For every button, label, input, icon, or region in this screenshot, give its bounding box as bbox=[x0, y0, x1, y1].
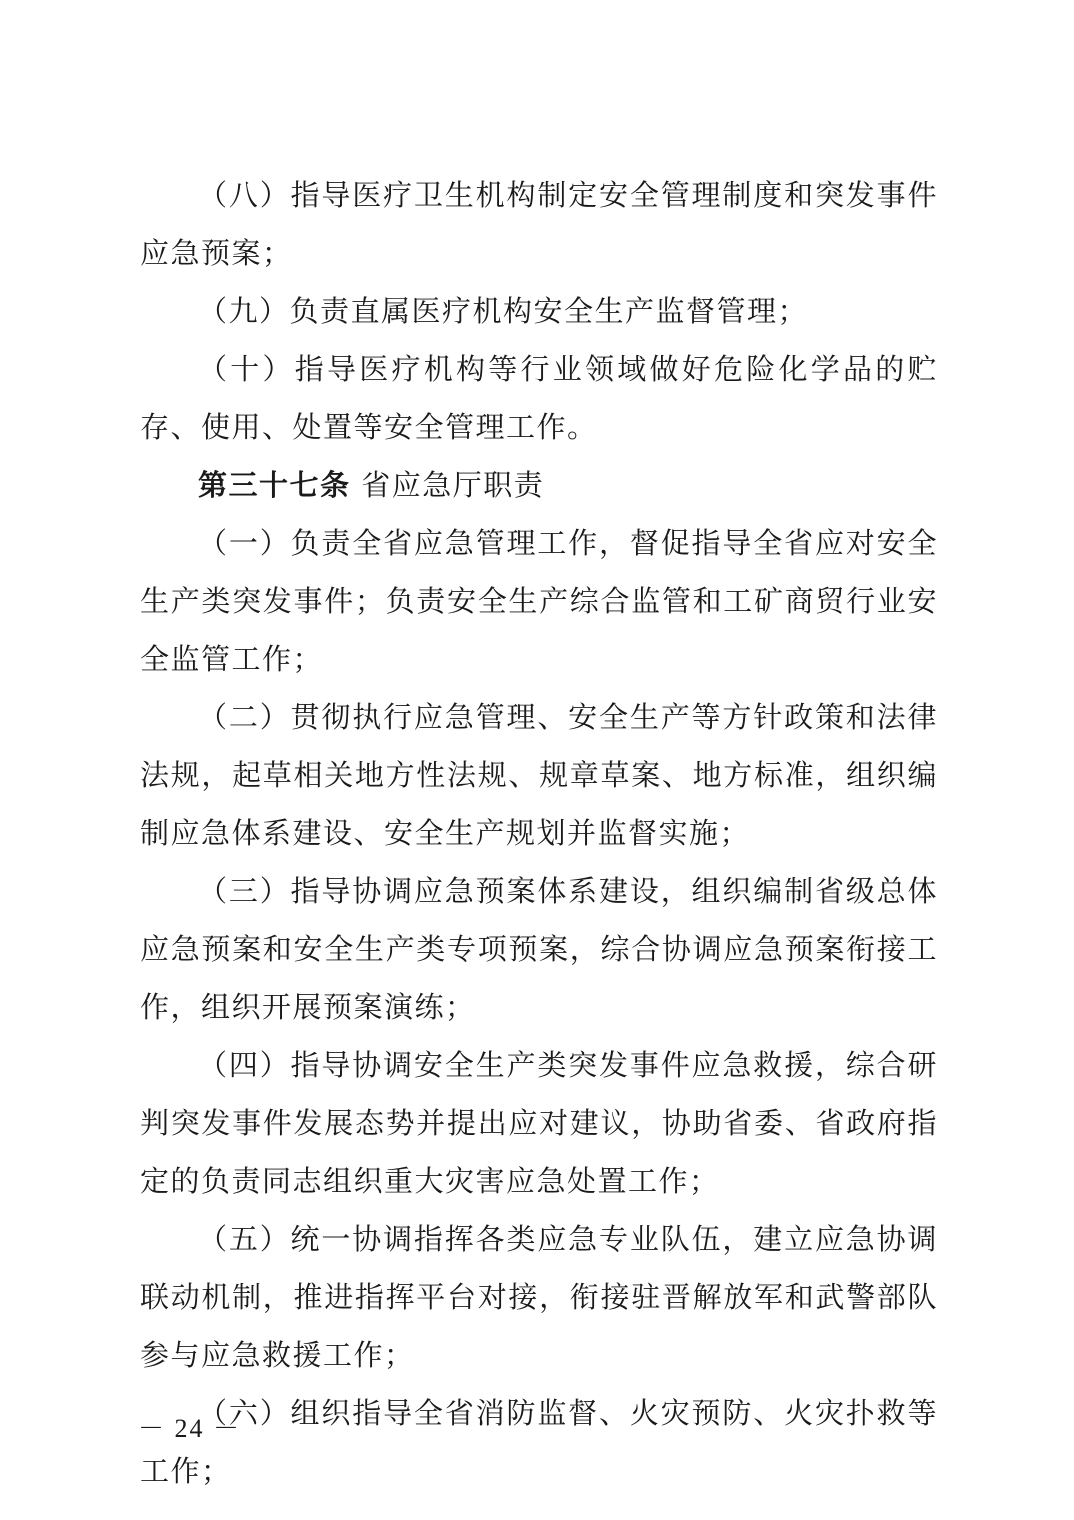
duty-item-5: （五）统一协调指挥各类应急专业队伍，建立应急协调联动机制，推进指挥平台对接，衔接驻晋解放军和武警部队参与应急救援工作； bbox=[140, 1222, 938, 1372]
duty-item-3: （三）指导协调应急预案体系建设，组织编制省级总体应急预案和安全生产类专项预案，综合协调应急预案衔接工作，组织开展预案演练； bbox=[140, 874, 938, 1024]
paragraph-item-8: （八）指导医疗卫生机构制定安全管理制度和突发事件应急预案； bbox=[140, 178, 938, 270]
page-number: － 24 － bbox=[138, 1414, 242, 1443]
duty-item-2: （二）贯彻执行应急管理、安全生产等方针政策和法律法规，起草相关地方性法规、规章草案、地方标准，组织编制应急体系建设、安全生产规划并监督实施； bbox=[140, 700, 938, 850]
duty-item-6: （六）组织指导全省消防监督、火灾预防、火灾扑救等工作； bbox=[140, 1396, 938, 1488]
paragraph-item-9: （九）负责直属医疗机构安全生产监督管理； bbox=[198, 294, 809, 328]
article-title: 省应急厅职责 bbox=[361, 468, 545, 502]
document-body bbox=[140, 166, 938, 1500]
paragraph-item-10: （十）指导医疗机构等行业领域做好危险化学品的贮存、使用、处置等安全管理工作。 bbox=[140, 352, 938, 444]
duty-item-1: （一）负责全省应急管理工作，督促指导全省应对安全生产类突发事件；负责安全生产综合监管和工矿商贸行业安全监管工作； bbox=[140, 526, 938, 676]
article-number: 第三十七条 bbox=[198, 468, 351, 502]
article-heading bbox=[140, 456, 938, 514]
duty-item-4: （四）指导协调安全生产类突发事件应急救援，综合研判突发事件发展态势并提出应对建议，协助省委、省政府指定的负责同志组织重大灾害应急处置工作； bbox=[140, 1048, 938, 1198]
